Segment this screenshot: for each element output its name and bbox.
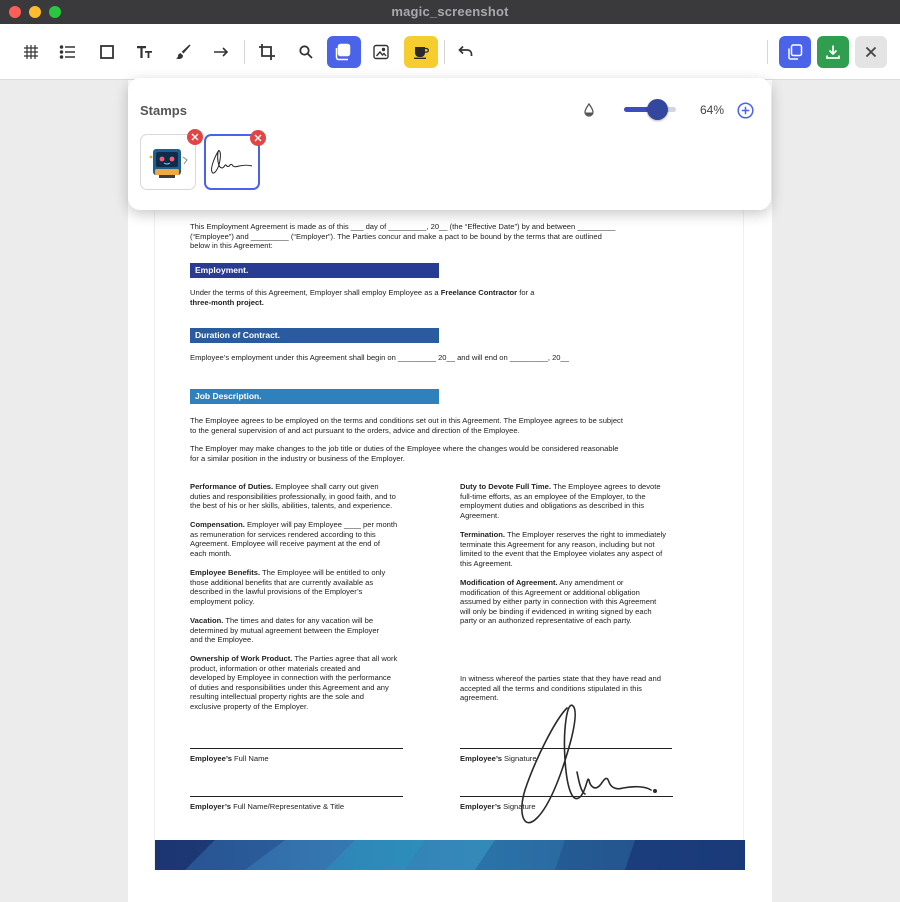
benefits-clause: employment policy. — [190, 596, 255, 606]
remove-stamp-button[interactable] — [250, 130, 266, 146]
rectangle-tool-button[interactable] — [90, 36, 124, 68]
compensation-clause: as remuneration for services rendered according to this — [190, 529, 376, 539]
opacity-slider-handle[interactable] — [647, 99, 668, 120]
job-text: The Employee agrees to be employed on the terms and conditions set out in this Agreement. The Employee agrees to be subject — [190, 416, 623, 425]
duty-clause: full-time efforts, as an employee of the Employer, to the — [460, 491, 646, 501]
list-icon — [59, 43, 77, 61]
copy-icon — [786, 43, 804, 61]
job-text: to the general supervision of and act pursuant to the orders, advice and direction of the Employee. — [190, 425, 520, 435]
document-footer-band — [155, 840, 745, 870]
employer-full-name-label: Employer’s Full Name/Representative & Title — [190, 802, 345, 811]
witness-clause: accepted all the terms and conditions stipulated in this — [460, 683, 642, 693]
performance-clause: the best of his or her skills, abilities, talents, and experience. — [190, 501, 393, 511]
placed-signature-stamp[interactable] — [515, 700, 665, 840]
ownership-clause: product, information or other materials created and — [190, 663, 361, 673]
modification-clause: Modification of Agreement. Any amendment or — [460, 578, 624, 587]
search-tool-button[interactable] — [289, 36, 323, 68]
crop-icon — [258, 43, 276, 61]
compensation-clause: each month. — [190, 548, 232, 558]
undo-button[interactable] — [448, 36, 482, 68]
undo-icon — [456, 43, 474, 61]
download-button[interactable] — [817, 36, 849, 68]
opacity-drop-icon — [583, 103, 595, 117]
duty-clause: employment duties and obligations as described in this — [460, 501, 645, 511]
window-title: magic_screenshot — [391, 4, 509, 19]
duty-clause: Agreement. — [460, 510, 500, 520]
employment-text: Under the terms of this Agreement, Employer shall employ Employee as a Freelance Contractor for a — [190, 288, 535, 297]
termination-clause: this Agreement. — [460, 558, 513, 568]
ownership-clause: of duties and responsibilities under this Agreement and any — [190, 682, 389, 692]
stamps-panel — [128, 78, 771, 210]
image-icon — [372, 43, 390, 61]
signature-thumbnail-icon — [206, 136, 258, 188]
opacity-slider[interactable] — [624, 107, 676, 112]
witness-clause: agreement. — [460, 693, 499, 703]
compensation-clause: Compensation. Employer will pay Employee ____ per month — [190, 520, 398, 529]
duration-text: Employee’s employment under this Agreement shall begin on _________ 20__ and will end on _________, 20__ — [190, 353, 569, 362]
grid-tool-button[interactable] — [14, 36, 48, 68]
toolbar-divider — [444, 40, 445, 64]
vacation-clause: and the Employee. — [190, 635, 254, 645]
performance-clause: Performance of Duties. Employee shall carry out given — [190, 482, 379, 491]
crop-tool-button[interactable] — [250, 36, 284, 68]
grid-icon — [22, 43, 40, 61]
ownership-clause: Ownership of Work Product. The Parties agree that all work — [190, 654, 398, 663]
coffee-button[interactable] — [404, 36, 438, 68]
job-text: The Employer may make changes to the job title or duties of the Employee where the changes would be considered reasonable — [190, 444, 619, 453]
intro-text: This Employment Agreement is made as of this ___ day of _________, 20__ (the “Effective Date”) by and between _________ — [190, 222, 616, 231]
toolbar-divider — [244, 40, 245, 64]
close-icon — [191, 133, 199, 141]
job-text: for a similar position in the industry or business of the Employer. — [190, 453, 405, 463]
performance-clause: duties and responsibilities professionally, in good faith, and to — [190, 491, 396, 501]
section-header-employment: Employment. — [190, 263, 439, 278]
termination-clause: Termination. The Employer reserves the right to immediately — [460, 530, 667, 539]
employer-signature-label: Employer’s Signature — [460, 802, 536, 811]
intro-text: below in this Agreement: — [190, 241, 273, 251]
employee-signature-label: Employee’s Signature — [460, 754, 537, 763]
benefits-clause: those additional benefits that are currently available as — [190, 577, 374, 587]
stamps-tool-button[interactable] — [327, 36, 361, 68]
duty-clause: Duty to Devote Full Time. The Employee agrees to devote — [460, 482, 661, 491]
termination-clause: terminate this Agreement for any reason, including but not — [460, 539, 655, 549]
list-tool-button[interactable] — [51, 36, 85, 68]
opacity-value: 64% — [700, 103, 725, 117]
stamps-icon — [335, 43, 353, 61]
polygon-pattern — [155, 840, 745, 870]
title-bar — [0, 0, 900, 24]
rectangle-icon — [98, 43, 116, 61]
modification-clause: assumed by either party in connection with this Agreement — [460, 597, 657, 607]
ownership-clause: exclusive property of the Employer. — [190, 702, 309, 711]
stamps-panel-title: Stamps — [140, 103, 187, 118]
benefits-clause: described in the lawful provisions of the Employer’s — [190, 587, 363, 597]
close-icon — [862, 43, 880, 61]
brush-icon — [174, 43, 192, 61]
text-icon — [136, 43, 154, 61]
signature-stamp[interactable] — [204, 134, 260, 190]
witness-clause: In witness whereof the parties state that they have read and — [460, 674, 661, 683]
modification-clause: party or an authorized representative of each party. — [460, 616, 632, 626]
ownership-clause: resulting intellectual property rights are the sole and — [190, 692, 364, 702]
section-header-duration: Duration of Contract. — [190, 328, 439, 343]
close-button[interactable] — [855, 36, 887, 68]
download-icon — [824, 43, 842, 61]
image-tool-button[interactable] — [364, 36, 398, 68]
intro-text: (“Employee”) and _________ (“Employer”). The Parties concur and make a pact to be bound by the terms that are outlined — [190, 231, 602, 241]
employee-full-name-label: Employee’s Full Name — [190, 754, 269, 763]
robot-sticker-stamp[interactable] — [140, 134, 196, 190]
signature-line — [190, 748, 403, 749]
arrow-icon — [212, 43, 230, 61]
termination-clause: limited to the event that the Employee violates any aspect of — [460, 549, 663, 559]
signature-line — [190, 796, 403, 797]
remove-stamp-button[interactable] — [187, 129, 203, 145]
coffee-icon — [412, 43, 430, 61]
arrow-tool-button[interactable] — [204, 36, 238, 68]
vacation-clause: Vacation. The times and dates for any vacation will be — [190, 616, 374, 625]
add-stamp-icon[interactable] — [737, 102, 754, 119]
modification-clause: will only be binding if evidenced in writing signed by each — [460, 606, 652, 616]
section-header-job-description: Job Description. — [190, 389, 439, 404]
robot-sticker-icon — [141, 135, 197, 191]
benefits-clause: Employee Benefits. The Employee will be entitled to only — [190, 568, 386, 577]
modification-clause: modification of this Agreement or additional obligation — [460, 587, 640, 597]
compensation-clause: Agreement. Employee will receive payment at the end of — [190, 539, 380, 549]
search-icon — [297, 43, 315, 61]
close-icon — [254, 134, 262, 142]
vacation-clause: determined by mutual agreement between the Employer — [190, 625, 380, 635]
employment-text: three-month project. — [190, 297, 264, 307]
toolbar — [0, 24, 900, 80]
brush-tool-button[interactable] — [166, 36, 200, 68]
copy-button[interactable] — [779, 36, 811, 68]
ownership-clause: developed by Employee in connection with the performance — [190, 673, 391, 683]
toolbar-divider — [767, 40, 768, 64]
text-tool-button[interactable] — [128, 36, 162, 68]
